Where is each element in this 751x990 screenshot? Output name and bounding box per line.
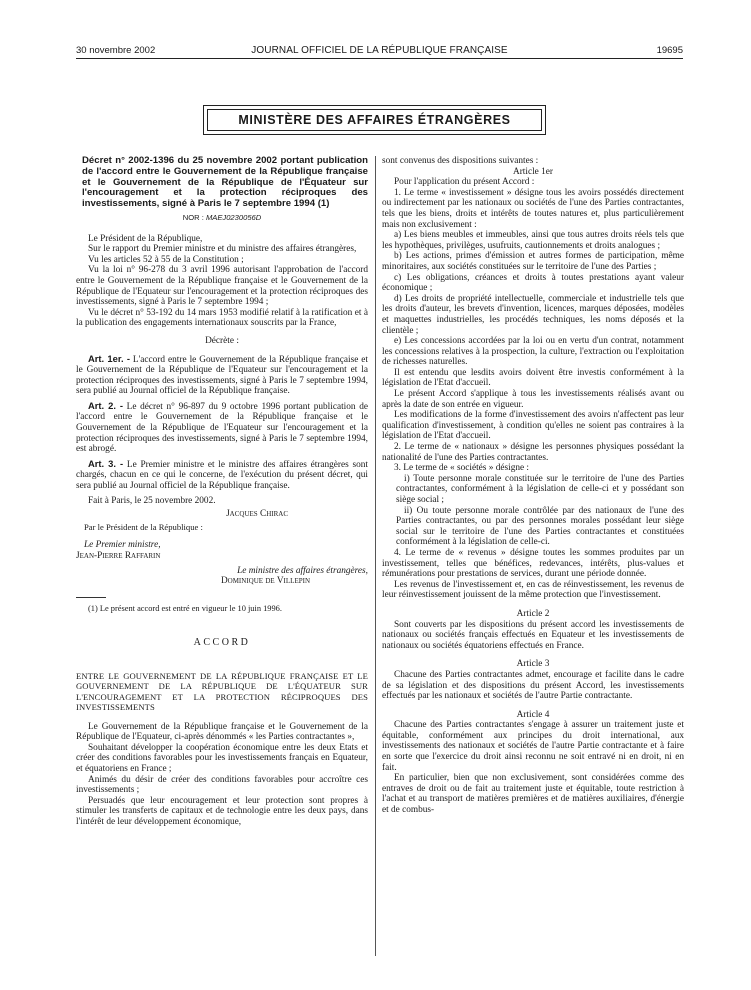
- decree-article-2: [76, 401, 368, 455]
- pm-title: Le Premier ministre,: [84, 540, 161, 551]
- accord-paragraph: Le Gouvernement de la République française et le Gouvernement de la République de l'Equateur, ci-après dénommés « les Parties contractantes »,: [76, 721, 368, 743]
- header-rule: [76, 58, 683, 59]
- decree-paragraph: Vu les articles 52 à 55 de la Constitution ;: [88, 254, 244, 265]
- header-journal-title: JOURNAL OFFICIEL DE LA RÉPUBLIQUE FRANÇAISE: [251, 45, 508, 56]
- article-label: Art. 1er. -: [88, 352, 130, 364]
- intro-line: sont convenus des dispositions suivantes :: [382, 156, 539, 166]
- column-divider: [375, 156, 376, 956]
- article-item: a) Les biens meubles et immeubles, ainsi que tous autres droits réels tels que les hypothèques, privilèges, usufruits, cautionnements et droits analogues ;: [382, 230, 684, 251]
- footnote-rule: [76, 597, 106, 598]
- accord-paragraph: Souhaitant développer la coopération économique entre les deux Etats et créer des conditions favorables pour les investissements français en Equateur, et équatoriens en France ;: [76, 742, 368, 774]
- article-paragraph: 1. Le terme « investissement » désigne tous les avoirs possédés directement ou indirectement par les nationaux ou sociétés de l'une des Parties contractantes, tels que les biens, droits et intérêts de toutes natures et, plus particulièrement mais non exclusivement :: [382, 187, 684, 230]
- article-paragraph: Les revenus de l'investissement et, en cas de réinvestissement, les revenus de leur réinvestissement jouissent de la même protection que l'investissement.: [382, 579, 684, 601]
- article-text: L'accord entre le Gouvernement de la République française et le Gouvernement de la République de l'Equateur sur l'encouragement et la protection réciproques des investissements, signé à Paris le 7 septembre 1994, sera publié au Journal officiel de la République française.: [76, 354, 369, 397]
- article-heading: Article 1er: [512, 166, 553, 177]
- article-paragraph: En particulier, bien que non exclusivement, sont considérées comme des entraves de droit ou de fait au traitement juste et équitable, toute restriction à l'achat et au transport de matières premières et de matières auxiliaires, d'énergie et de combus-: [382, 773, 684, 816]
- article-item: d) Les droits de propriété intellectuelle, commerciale et industrielle tels que les droits d'auteur, les brevets d'invention, licences, marques déposées, modèles et maquettes industrielles, les procédés techniques, les noms déposés et la clientèle ;: [382, 293, 684, 336]
- article-subitem: ii) Ou toute personne morale contrôlée par des nationaux de l'une des Parties contractantes, ou par des personnes morales possédant leur siège social sur le territoire de l'une des Parties contractantes et constituées conformément à la législation de celle-ci.: [396, 505, 684, 548]
- signature-president: Jacques Chirac: [226, 509, 288, 520]
- header-date: 30 novembre 2002: [76, 45, 156, 56]
- article-paragraph: Il est entendu que lesdits avoirs doivent être investis conformément à la législation de l'Etat d'accueil.: [382, 367, 684, 389]
- nor-value: MAEJ0230056D: [205, 212, 262, 222]
- article-paragraph: Chacune des Parties contractantes s'engage à assurer un traitement juste et équitable, conformément aux principes du droit international, aux investissements des nationaux et sociétés de l'autre Partie contractante et à faire en sorte que l'exercice du droit ainsi reconnu ne soit entravé ni en droit, ni en fait.: [382, 720, 684, 773]
- nor-reference: [76, 213, 368, 224]
- decree-title: Décret n° 2002-1396 du 25 novembre 2002 portant publication de l'accord entre le Gouvernement de la République française et le Gouvernement de la République de l'Équateur sur l'encouragement et la protection réciproques des investissements, signé à Paris le 7 septembre 1994 (1): [82, 155, 368, 210]
- ministry-title: MINISTÈRE DES AFFAIRES ÉTRANGÈRES: [207, 109, 542, 131]
- decree-paragraph: Le Président de la République,: [88, 233, 203, 244]
- article-paragraph: Les modifications de la forme d'investissement des avoirs n'affectent pas leur qualification d'investissement, à condition qu'elles ne soient pas contraires à la législation de l'Etat d'accueil.: [382, 410, 684, 442]
- article-subitem: i) Toute personne morale constituée sur le territoire de l'une des Parties contractantes, conformément à la législation de celle-ci et y possédant son siège social ;: [396, 473, 684, 505]
- decree-paragraph: Vu la loi n° 96-278 du 3 avril 1996 autorisant l'approbation de l'accord entre le Gouvernement de la République française et le Gouvernement de la République de l'Equateur sur l'encouragement et la protection réciproques des investissements, signé à Paris le 7 septembre 1994 ;: [76, 265, 368, 308]
- accord-paragraph: Persuadés que leur encouragement et leur protection sont propres à stimuler les transferts de capitaux et de technologie entre les deux pays, dans l'intérêt de leur développement économique,: [76, 795, 368, 827]
- mae-name: Dominique de Villepin: [220, 576, 310, 587]
- mae-title: Le ministre des affaires étrangères,: [237, 565, 368, 576]
- article-paragraph: 4. Le terme de « revenus » désigne toutes les sommes produites par un investissement, telles que bénéfices, redevances, intérêts, plus-values et rémunérations pour prestations de services, durant une période donnée.: [382, 547, 684, 580]
- right-column: [382, 156, 684, 816]
- decree-article-1: [76, 354, 368, 397]
- decree-article-3: [76, 459, 368, 492]
- left-column: [76, 156, 368, 828]
- article-item: b) Les actions, primes d'émission et autres formes de participation, même minoritaires, aux sociétés constituées sur le territoire de l'une des Parties ;: [382, 251, 684, 272]
- article-paragraph: 2. Le terme de « nationaux » désigne les personnes physiques possédant la nationalité de l'une des Parties contractantes.: [382, 442, 684, 463]
- article-paragraph: Sont couverts par les dispositions du présent accord les investissements de nationaux ou sociétés français effectués en Equateur et les investissements de nationaux ou sociétés équatoriens effectués en France.: [382, 619, 684, 651]
- running-header: [76, 45, 683, 59]
- footnote: (1) Le présent accord est entré en vigueur le 10 juin 1996.: [88, 603, 282, 613]
- article-heading: Article 4: [516, 709, 550, 720]
- decrete-heading: Décrète :: [205, 335, 239, 346]
- article-heading: Article 3: [516, 659, 550, 670]
- header-page-number: 19695: [656, 45, 683, 56]
- par-le-president: Par le Président de la République :: [84, 521, 203, 532]
- done-at: Fait à Paris, le 25 novembre 2002.: [88, 495, 216, 506]
- article-text: Le décret n° 96-897 du 9 octobre 1996 portant publication de l'accord entre le Gouvernement de la République française et le Gouvernement de la République de l'Equateur sur l'encouragement et la protection réciproques des investissements, signé à Paris le 7 septembre 1994, est abrogé.: [76, 401, 368, 455]
- article-label: Art. 2. -: [88, 399, 123, 411]
- ministry-box: [203, 105, 546, 135]
- decree-paragraph: Vu le décret n° 53-192 du 14 mars 1953 modifié relatif à la ratification et à la publication des engagements internationaux souscrits par la France,: [76, 307, 368, 329]
- accord-paragraph: Animés du désir de créer des conditions favorables pour accroître ces investissements ;: [76, 774, 368, 796]
- article-label: Art. 3. -: [88, 457, 124, 469]
- accord-title: ACCORD: [193, 637, 251, 649]
- article-paragraph: 3. Le terme de « sociétés » désigne :: [394, 463, 530, 474]
- article-item: e) Les concessions accordées par la loi ou en vertu d'un contrat, notamment les concessions relatives à la prospection, la culture, l'extraction ou l'exploitation de richesses naturelles.: [382, 336, 684, 368]
- article-paragraph: Le présent Accord s'applique à tous les investissements réalisés avant ou après la date de son entrée en vigueur.: [382, 389, 684, 410]
- pm-name: Jean-Pierre Raffarin: [76, 551, 161, 562]
- decree-paragraph: Sur le rapport du Premier ministre et du ministre des affaires étrangères,: [88, 244, 357, 255]
- accord-subtitle: ENTRE LE GOUVERNEMENT DE LA RÉPUBLIQUE FRANÇAISE ET LE GOUVERNEMENT DE LA RÉPUBLIQUE DE L'ÉQUATEUR SUR L'ENCOURAGEMENT ET LA PROTECTION RÉCIPROQUES DES INVESTISSEMENTS: [76, 670, 368, 713]
- article-heading: Article 2: [516, 608, 550, 619]
- article-paragraph: Pour l'application du présent Accord :: [394, 177, 535, 188]
- article-paragraph: Chacune des Parties contractantes admet, encourage et facilite dans le cadre de sa législation et des dispositions du présent Accord, les investissements effectués par les nationaux et sociétés de l'autre Partie contractante.: [382, 669, 684, 702]
- article-text: Le Premier ministre et le ministre des affaires étrangères sont chargés, chacun en ce qui le concerne, de l'exécution du présent décret, qui sera publié au Journal officiel de la République française.: [76, 459, 369, 492]
- nor-label: NOR :: [182, 212, 204, 222]
- article-item: c) Les obligations, créances et droits à toutes prestations ayant valeur économique ;: [382, 272, 684, 294]
